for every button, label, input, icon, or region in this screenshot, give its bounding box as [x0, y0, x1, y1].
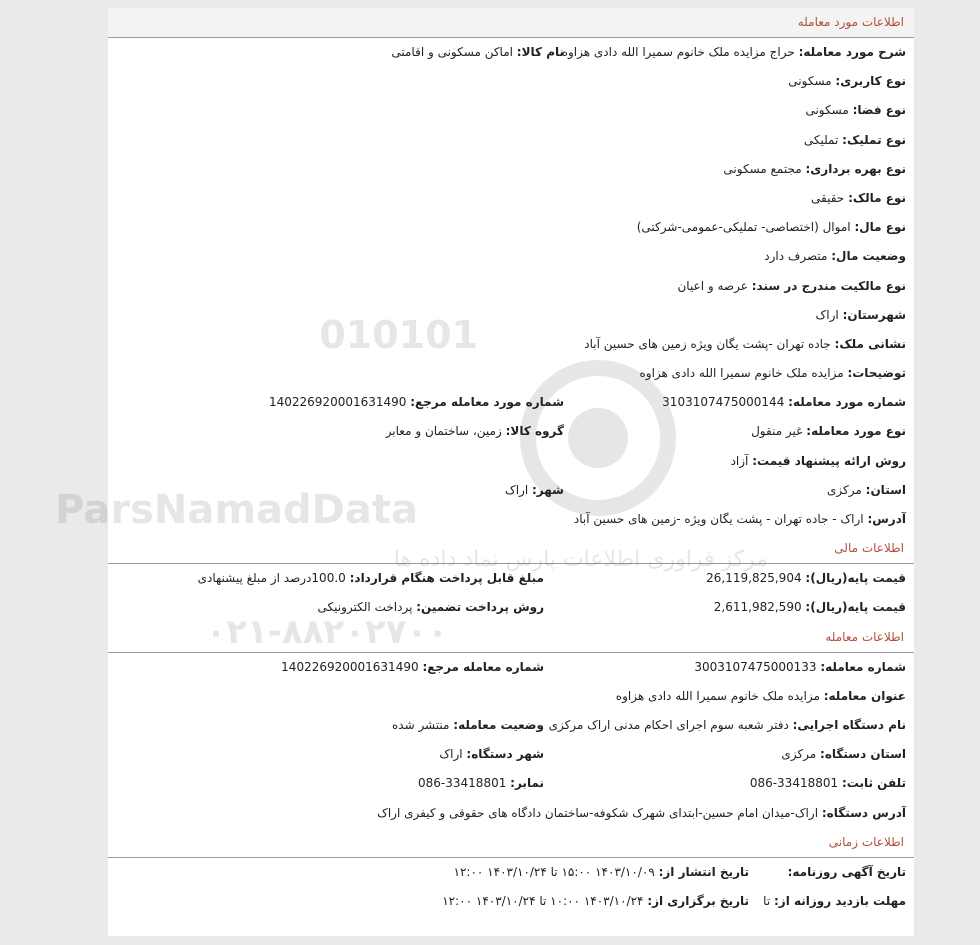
- row-deal-item-type: [108, 417, 914, 446]
- deal-item-number-value: 3103107475000144: [662, 395, 785, 410]
- ref-deal-item-number-label: شماره مورد معامله مرجع:: [410, 395, 564, 410]
- usage-type-value: مسکونی: [788, 74, 832, 89]
- newspaper-ad-label: تاریخ آگهی روزنامه:: [787, 864, 906, 879]
- org-province-label: استان دستگاه:: [820, 747, 906, 762]
- deal-title-label: عنوان معامله:: [823, 688, 906, 703]
- county-label: شهرستان:: [842, 307, 906, 322]
- publish-date-value: ۱۴۰۳/۱۰/۰۹ ۱۵:۰۰ تا ۱۴۰۳/۱۰/۲۴ ۱۲:۰۰: [453, 864, 655, 879]
- deal-item-type-value: غیر منقول: [751, 424, 803, 439]
- deal-number-label: شماره معامله:: [820, 659, 906, 674]
- base-price-2-label: قیمت پایه(ریال):: [805, 600, 906, 615]
- row-base-price-1: [108, 564, 914, 593]
- deed-type-label: نوع مالکیت مندرج در سند:: [751, 278, 906, 293]
- row-deal-number: [108, 653, 914, 682]
- row-deal-title: [108, 682, 914, 711]
- row-deal-item-number: [108, 388, 914, 417]
- row-bid-method: [108, 447, 914, 476]
- row-property-status: [108, 242, 914, 271]
- row-daily-visit: [108, 887, 914, 916]
- base-price-2-value: 2,611,982,590: [713, 600, 802, 615]
- county-value: اراک: [815, 307, 839, 322]
- deal-title-value: مزایده ملک خانوم سمیرا الله دادی هزاوه: [615, 688, 820, 703]
- deal-number-value: 3003107475000133: [694, 659, 817, 674]
- deal-status-label: وضعیت معامله:: [453, 717, 544, 732]
- row-org-province: [108, 740, 914, 769]
- ownership-type-value: تملیکی: [803, 132, 839, 147]
- watermark-digits: 010101: [319, 313, 478, 357]
- daily-visit-label: مهلت بازدید روزانه از:: [774, 893, 906, 908]
- notes-label: توضیحات:: [847, 366, 906, 381]
- item-name-value: اماکن مسکونی و اقامتی: [391, 45, 513, 59]
- row-address: [108, 505, 914, 534]
- notes-value: مزایده ملک خانوم سمیرا الله دادی هزاوه: [639, 366, 844, 381]
- ownership-type-label: نوع تملیک:: [842, 132, 906, 147]
- base-price-1-label: قیمت پایه(ریال):: [805, 571, 906, 586]
- row-province: [108, 476, 914, 505]
- base-price-1-value: 26,119,825,904: [706, 571, 802, 586]
- phone-label: تلفن ثابت:: [841, 776, 906, 791]
- property-type-label: نوع مال:: [854, 220, 906, 235]
- city-value: اراک: [504, 482, 529, 497]
- address-label: آدرس:: [867, 512, 906, 526]
- row-newspaper-ad: [108, 858, 914, 887]
- property-address-label: نشانی ملک:: [834, 336, 906, 351]
- row-description: [108, 38, 914, 67]
- phone-value: 086-33418801: [749, 776, 839, 791]
- usage-type-label: نوع کاربری:: [835, 74, 906, 89]
- ref-deal-item-number-value: 140226920001631490: [268, 395, 407, 410]
- row-county: [108, 301, 914, 330]
- row-space-type: [108, 96, 914, 125]
- publish-date-label: تاریخ انتشار از:: [658, 864, 749, 879]
- row-exploitation-type: [108, 155, 914, 184]
- deal-item-number-label: شماره مورد معامله:: [788, 395, 906, 410]
- guarantee-method-value: پرداخت الکترونیکی: [317, 600, 413, 615]
- item-group-label: گروه کالا:: [505, 424, 564, 439]
- row-usage-type: [108, 67, 914, 96]
- property-type-value: اموال (اختصاصی- تملیکی-عمومی-شرکتی): [636, 220, 851, 235]
- ref-deal-number-value: 140226920001631490: [281, 659, 419, 674]
- row-deed-type: [108, 272, 914, 301]
- item-group-value: زمین، ساختمان و معابر: [385, 424, 502, 439]
- ref-deal-number-label: شماره معامله مرجع:: [422, 659, 544, 674]
- section-header-deal: اطلاعات معامله: [108, 623, 914, 653]
- row-executor: [108, 711, 914, 740]
- org-address-label: آدرس دستگاه:: [821, 805, 906, 820]
- section-header-financial: اطلاعات مالی: [108, 534, 914, 564]
- row-org-address: [108, 799, 914, 828]
- owner-type-value: حقیقی: [811, 190, 845, 205]
- row-base-price-2: [108, 593, 914, 622]
- row-owner-type: [108, 184, 914, 213]
- hold-date-label: تاریخ برگزاری از:: [647, 893, 749, 908]
- bid-method-label: روش ارائه پیشنهاد قیمت:: [752, 453, 906, 468]
- row-notes: [108, 359, 914, 388]
- exploitation-type-value: مجتمع مسکونی: [723, 161, 802, 176]
- executor-value: دفتر شعبه سوم اجرای احکام مدنی اراک مرکزی: [548, 717, 789, 732]
- daily-visit-value: تا: [763, 893, 771, 908]
- executor-label: نام دستگاه اجرایی:: [792, 717, 906, 732]
- payable-amount-label: مبلغ قابل پرداخت هنگام قرارداد:: [349, 571, 544, 586]
- province-value: مرکزی: [827, 482, 862, 497]
- guarantee-method-label: روش پرداخت تضمین:: [416, 600, 544, 615]
- hold-date-value: ۱۴۰۳/۱۰/۲۴ ۱۰:۰۰ تا ۱۴۰۳/۱۰/۲۴ ۱۲:۰۰: [442, 893, 644, 908]
- property-status-label: وضعیت مال:: [831, 249, 906, 264]
- org-address-value: اراک-میدان امام حسین-ابتدای شهرک شکوفه-ساختمان دادگاه های حقوقی و کیفری اراک: [377, 805, 819, 820]
- row-property-address: [108, 330, 914, 359]
- bid-method-value: آزاد: [730, 453, 749, 468]
- property-status-value: متصرف دارد: [764, 249, 828, 264]
- property-address-value: جاده تهران -پشت یگان ویژه زمین های حسین آباد: [584, 336, 831, 351]
- address-value: اراک - جاده تهران - پشت یگان ویژه -زمین های حسین آباد: [573, 512, 864, 526]
- province-label: استان:: [865, 482, 906, 497]
- fax-label: نمابر:: [510, 776, 544, 791]
- org-province-value: مرکزی: [781, 747, 817, 762]
- description-value: حراج مزایده ملک خانوم سمیرا الله دادی هزاوه: [561, 45, 795, 59]
- space-type-label: نوع فضا:: [852, 103, 906, 118]
- section-header-time: اطلاعات زمانی: [108, 828, 914, 858]
- org-city-value: اراک: [439, 747, 463, 762]
- org-city-label: شهر دستگاه:: [466, 747, 544, 762]
- item-name-label: نام کالا:: [516, 45, 564, 59]
- row-property-type: [108, 213, 914, 242]
- city-label: شهر:: [532, 482, 564, 497]
- section-header-deal-info: اطلاعات مورد معامله: [108, 8, 914, 38]
- exploitation-type-label: نوع بهره برداری:: [805, 161, 906, 176]
- row-ownership-type: [108, 126, 914, 155]
- deal-item-type-label: نوع مورد معامله:: [806, 424, 906, 439]
- deed-type-value: عرصه و اعیان: [677, 278, 748, 293]
- fax-value: 086-33418801: [418, 776, 507, 791]
- row-phone: [108, 769, 914, 798]
- owner-type-label: نوع مالک:: [848, 190, 906, 205]
- deal-status-value: منتشر شده: [391, 717, 450, 732]
- space-type-value: مسکونی: [805, 103, 849, 118]
- description-label: شرح مورد معامله:: [798, 45, 906, 59]
- page-container: [55, 8, 914, 936]
- watermark-brand: ParsNamadData: [55, 487, 418, 533]
- payable-amount-value: 100.0درصد از مبلغ پیشنهادی: [197, 571, 346, 586]
